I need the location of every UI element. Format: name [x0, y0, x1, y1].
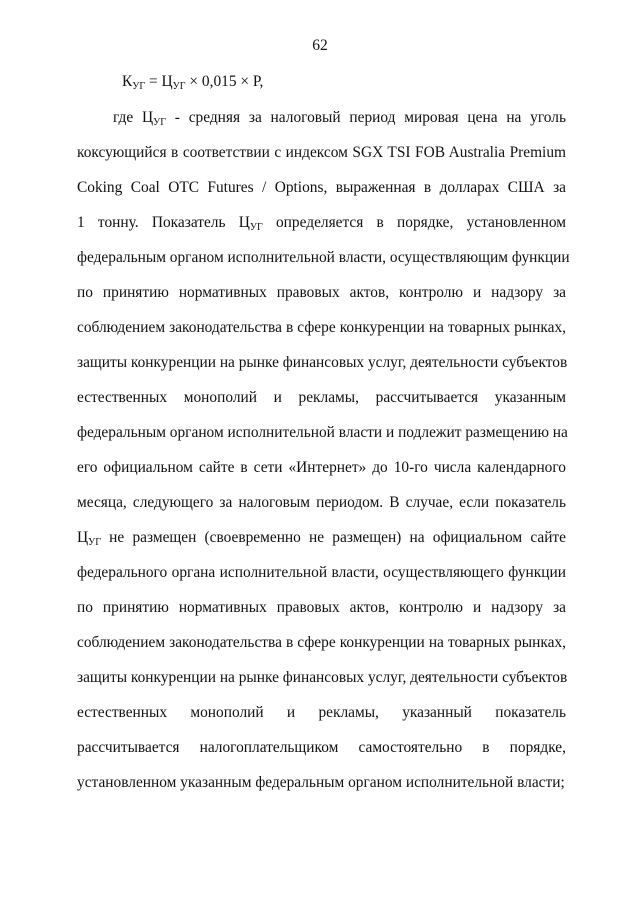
text-line: месяца, следующего за налоговым периодом. В случае, если показатель: [77, 494, 566, 511]
text-line: федеральным органом исполнительной власти и подлежит размещению на: [77, 424, 568, 441]
text-line: [77, 528, 566, 548]
text-line: установленном указанным федеральным органом исполнительной власти;: [77, 774, 565, 791]
text-line: естественных монополий и рекламы, рассчитывается указанным: [77, 389, 566, 406]
text-line: рассчитывается налогоплательщиком самостоятельно в порядке,: [77, 739, 566, 756]
text-line: защиты конкуренции на рынке финансовых услуг, деятельности субъектов: [77, 354, 568, 371]
formula-rest: × 0,015 × Р,: [185, 73, 264, 90]
text-line: федеральным органом исполнительной власти, осуществляющим функции: [77, 249, 570, 266]
text-fragment: - средняя за налоговый период мировая цена на уголь: [166, 109, 566, 126]
formula-k-base: К: [122, 73, 133, 90]
text-line: коксующийся в соответствии с индексом SGX TSI FOB Australia Premium: [77, 144, 566, 161]
formula: [122, 73, 263, 92]
formula-c-sub: УГ: [172, 81, 186, 92]
text-line: федерального органа исполнительной власти, осуществляющего функции: [77, 564, 566, 581]
text-line: соблюдением законодательства в сфере конкуренции на товарных рынках,: [77, 319, 566, 336]
text-line: Coking Coal OTC Futures / Options, выраженная в долларах США за: [77, 179, 566, 196]
text-line: по принятию нормативных правовых актов, контролю и надзору за: [77, 284, 566, 301]
symbol-subscript: УГ: [249, 222, 263, 233]
text-line: защиты конкуренции на рынке финансовых услуг, деятельности субъектов: [77, 669, 568, 686]
text-line: его официальном сайте в сети «Интернет» до 10-го числа календарного: [77, 459, 566, 476]
text-line: соблюдением законодательства в сфере конкуренции на товарных рынках,: [77, 634, 566, 651]
text-line: по принятию нормативных правовых актов, контролю и надзору за: [77, 599, 566, 616]
text-line: [77, 213, 566, 233]
formula-c-base: Ц: [161, 73, 173, 90]
formula-k-sub: УГ: [132, 81, 146, 92]
text-fragment: не размещен (своевременно не размещен) на официальном сайте: [101, 529, 566, 546]
text-line: [113, 108, 566, 128]
symbol-subscript: УГ: [88, 537, 101, 548]
text-fragment: 1 тонну. Показатель: [77, 214, 239, 231]
formula-eq: =: [145, 73, 162, 90]
symbol-c-ug: [239, 214, 263, 231]
symbol-base: Ц: [238, 214, 250, 231]
symbol-base: Ц: [142, 109, 154, 126]
symbol-c-ug: [142, 109, 166, 126]
text-line: естественных монополий и рекламы, указанный показатель: [77, 704, 566, 721]
page-number: 62: [312, 37, 328, 54]
symbol-subscript: УГ: [153, 117, 166, 128]
text-fragment: определяется в порядке, установленном: [262, 214, 566, 231]
symbol-c-ug: [77, 529, 101, 546]
symbol-base: Ц: [77, 529, 89, 546]
text-fragment: где: [113, 109, 142, 126]
